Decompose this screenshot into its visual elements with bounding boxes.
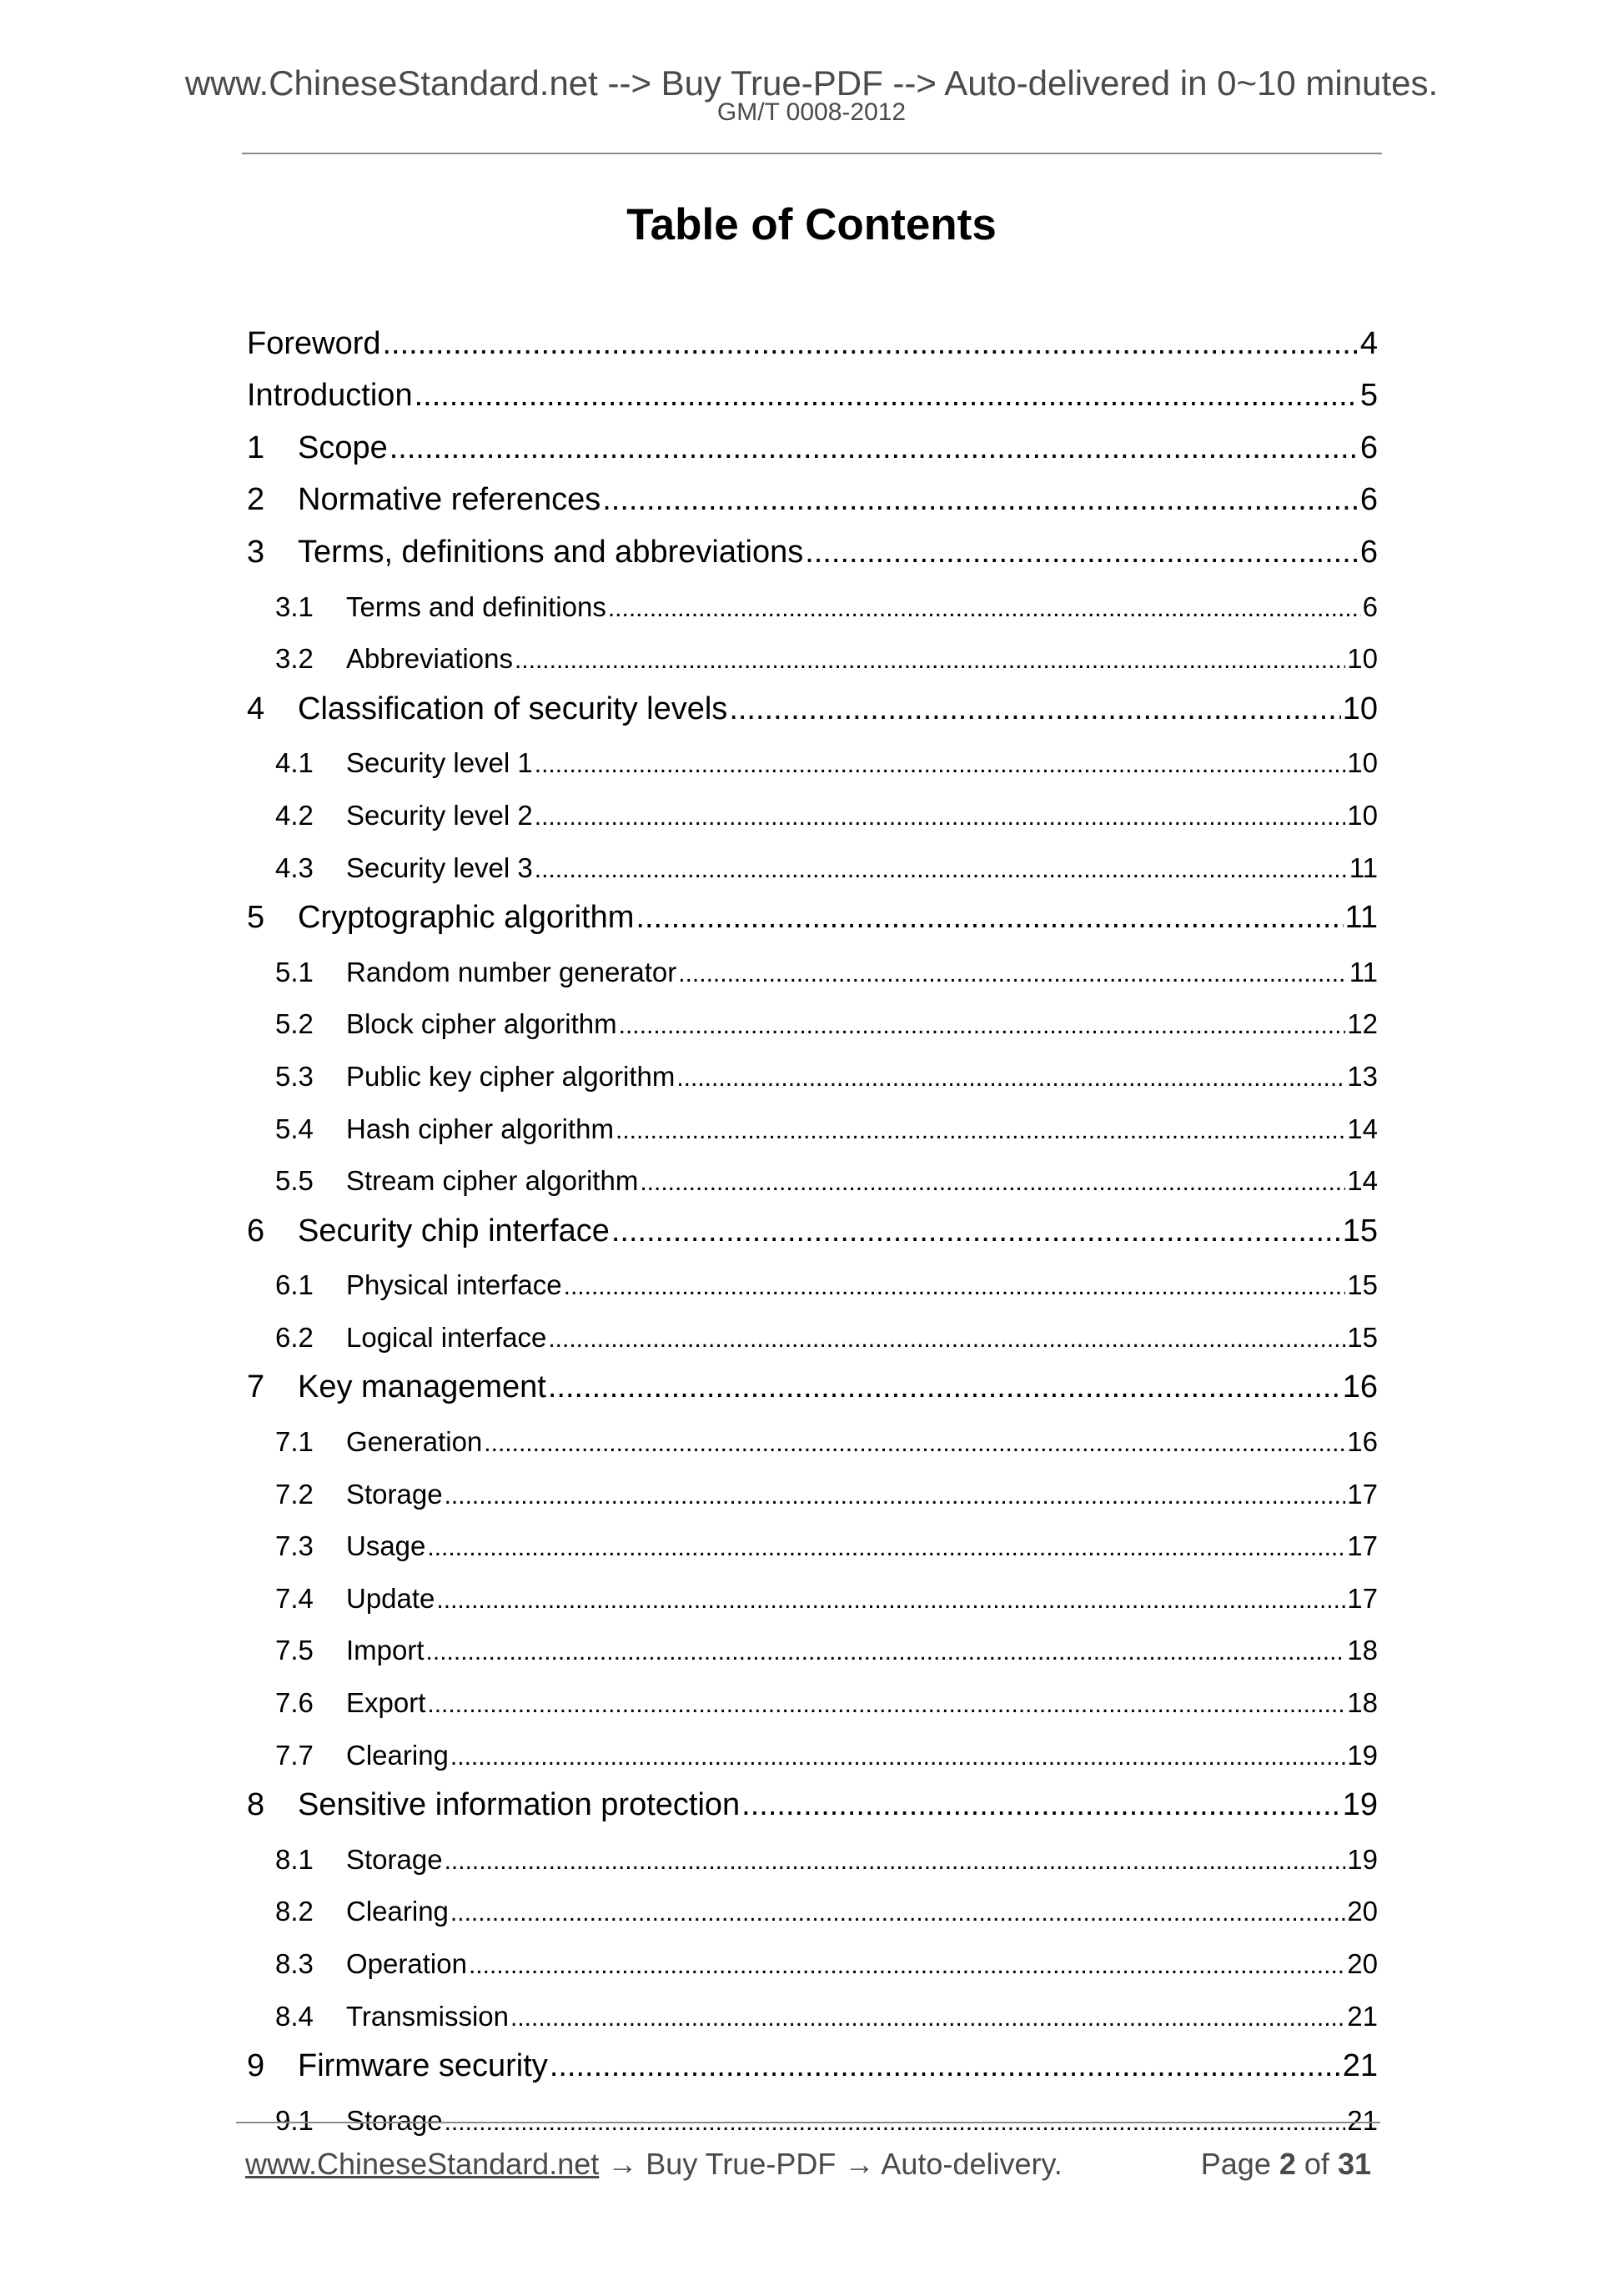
toc-entry-number: 7 <box>247 1369 265 1405</box>
toc-entry-page: 10 <box>1347 747 1378 779</box>
footer-buy-text: Buy True-PDF <box>646 2147 837 2181</box>
toc-entry[interactable] <box>247 477 1378 530</box>
toc-entry[interactable] <box>247 1260 1378 1313</box>
dot-leader <box>611 1213 1341 1249</box>
dot-leader <box>427 1687 1345 1719</box>
header-banner: www.ChineseStandard.net --> Buy True-PDF --> Auto-delivered in 0~10 minutes. <box>184 63 1439 103</box>
toc-entry[interactable] <box>247 1312 1378 1364</box>
toc-entry[interactable] <box>247 2043 1378 2096</box>
toc-entry-number: 9 <box>247 2048 265 2084</box>
page-current: 2 <box>1279 2147 1296 2181</box>
toc-entry-title: Update <box>346 1582 435 1614</box>
toc-entry-title: Storage <box>346 1478 443 1510</box>
document-id: GM/T 0008-2012 <box>716 98 907 126</box>
toc-entry[interactable] <box>247 529 1378 581</box>
toc-entry-page: 19 <box>1347 1843 1378 1875</box>
toc-entry-page: 6 <box>1359 430 1378 465</box>
arrow-right-icon: → <box>607 2147 638 2181</box>
toc-entry-page: 5 <box>1359 378 1378 414</box>
toc-entry[interactable] <box>247 634 1378 686</box>
toc-entry[interactable] <box>247 1887 1378 1939</box>
toc-entry-number: 4 <box>247 691 265 726</box>
toc-entry-number: 7.1 <box>275 1426 314 1458</box>
dot-leader <box>510 2001 1345 2032</box>
dot-leader <box>548 1369 1341 1405</box>
toc-entry-title: Logical interface <box>346 1321 547 1353</box>
dot-leader <box>445 1844 1346 1876</box>
toc-entry-number: 5.5 <box>275 1165 314 1197</box>
toc-entry[interactable] <box>247 425 1378 477</box>
toc-entry[interactable] <box>247 1625 1378 1678</box>
toc-entry-title: Security level 3 <box>346 852 533 883</box>
toc-entry-page: 15 <box>1342 1213 1378 1248</box>
toc-entry-title: Transmission <box>346 2000 509 2032</box>
dot-leader <box>678 957 1348 988</box>
toc-entry-number: 6.1 <box>275 1269 314 1301</box>
arrow-right-icon: → <box>844 2147 875 2181</box>
footer-delivery-text: Auto-delivery. <box>881 2147 1063 2181</box>
toc-entry-title: Abbreviations <box>346 643 513 675</box>
toc-entry-title: Normative references <box>298 482 601 518</box>
toc-entry-page: 14 <box>1347 1165 1378 1197</box>
toc-entry-page: 6 <box>1362 590 1378 622</box>
toc-entry[interactable] <box>247 842 1378 895</box>
dot-leader <box>741 1787 1341 1823</box>
toc-entry-number: 5 <box>247 900 265 936</box>
toc-entry-page: 10 <box>1342 691 1378 726</box>
toc-entry-number: 8.2 <box>275 1896 314 1927</box>
toc-entry-number: 7.2 <box>275 1478 314 1510</box>
dot-leader <box>535 800 1346 831</box>
page-total: 31 <box>1337 2147 1371 2181</box>
dot-leader <box>383 326 1359 362</box>
toc-entry-title: Sensitive information protection <box>298 1787 741 1823</box>
toc-entry-page: 10 <box>1347 643 1378 675</box>
toc-entry[interactable] <box>247 1677 1378 1730</box>
toc-entry-number: 7.3 <box>275 1530 314 1562</box>
toc-entry-page: 6 <box>1359 534 1378 570</box>
toc-entry[interactable] <box>247 947 1378 999</box>
toc-entry-number: 7.4 <box>275 1582 314 1614</box>
dot-leader <box>550 2048 1341 2084</box>
toc-entry-number: 4.1 <box>275 747 314 779</box>
footer-divider <box>236 2122 1380 2123</box>
dot-leader <box>450 1896 1345 1927</box>
toc-entry-title: Introduction <box>247 378 413 414</box>
toc-entry-page: 12 <box>1347 1008 1378 1040</box>
toc-entry-title: Physical interface <box>346 1269 562 1301</box>
toc-entry[interactable] <box>247 999 1378 1052</box>
page-title: Table of Contents <box>626 200 997 249</box>
header-divider <box>242 153 1382 154</box>
toc-entry-title: Firmware security <box>298 2048 548 2084</box>
toc-entry-title: Terms and definitions <box>346 590 606 622</box>
dot-leader <box>415 378 1359 414</box>
toc-entry[interactable] <box>247 581 1378 634</box>
toc-entry-page: 20 <box>1347 1948 1378 1979</box>
toc-entry-number: 5.3 <box>275 1060 314 1092</box>
toc-entry-page: 20 <box>1347 1896 1378 1927</box>
toc-entry-number: 8.4 <box>275 2000 314 2032</box>
dot-leader <box>636 900 1343 936</box>
toc-entry[interactable] <box>247 1521 1378 1574</box>
dot-leader <box>445 2105 1346 2137</box>
toc-entry-page: 11 <box>1349 852 1378 883</box>
toc-entry-number: 3.1 <box>275 590 314 622</box>
dot-leader <box>535 747 1346 779</box>
toc-entry-title: Scope <box>298 430 388 465</box>
toc-entry-page: 15 <box>1347 1321 1378 1353</box>
toc-entry[interactable] <box>247 1834 1378 1887</box>
toc-entry-page: 21 <box>1347 2000 1378 2032</box>
toc-entry-number: 8 <box>247 1787 265 1823</box>
dot-leader <box>426 1635 1346 1666</box>
toc-entry-page: 10 <box>1347 799 1378 831</box>
dot-leader <box>389 430 1359 466</box>
footer-left <box>245 2147 1063 2182</box>
toc-entry-title: Security chip interface <box>298 1213 610 1248</box>
table-of-contents <box>247 320 1378 2148</box>
toc-entry-title: Cryptographic algorithm <box>298 900 635 936</box>
toc-entry[interactable] <box>247 1156 1378 1208</box>
toc-entry[interactable] <box>247 1730 1378 1782</box>
toc-entry-title: Foreword <box>247 325 381 361</box>
dot-leader <box>805 535 1359 570</box>
page-prefix: Page <box>1200 2147 1271 2181</box>
footer-site-link[interactable]: www.ChineseStandard.net <box>245 2147 600 2181</box>
toc-entry-title: Security level 2 <box>346 799 533 831</box>
toc-entry-title: Generation <box>346 1426 483 1458</box>
toc-entry[interactable] <box>247 320 1378 373</box>
toc-entry-number: 2 <box>247 482 265 518</box>
toc-entry-page: 21 <box>1342 2048 1378 2084</box>
dot-leader <box>427 1530 1345 1562</box>
toc-entry-number: 4.3 <box>275 852 314 883</box>
toc-entry[interactable] <box>247 1416 1378 1469</box>
toc-entry-title: Block cipher algorithm <box>346 1008 617 1040</box>
dot-leader <box>676 1061 1345 1093</box>
toc-entry-title: Random number generator <box>346 956 677 987</box>
toc-entry-number: 7.5 <box>275 1635 314 1666</box>
page-of: of <box>1304 2147 1329 2181</box>
toc-entry-number: 1 <box>247 430 265 465</box>
toc-entry-title: Export <box>346 1687 426 1719</box>
toc-entry-number: 5.1 <box>275 956 314 987</box>
toc-entry[interactable] <box>247 373 1378 425</box>
dot-leader <box>564 1269 1346 1301</box>
toc-entry-page: 19 <box>1347 1739 1378 1771</box>
toc-entry[interactable] <box>247 1782 1378 1835</box>
toc-entry-number: 5.2 <box>275 1008 314 1040</box>
toc-entry[interactable] <box>247 1573 1378 1625</box>
toc-entry-title: Storage <box>346 1843 443 1875</box>
toc-entry-page: 17 <box>1347 1530 1378 1562</box>
toc-entry[interactable] <box>247 1103 1378 1156</box>
toc-entry-number: 6.2 <box>275 1321 314 1353</box>
toc-entry-page: 21 <box>1347 2104 1378 2136</box>
toc-entry-number: 4.2 <box>275 799 314 831</box>
toc-entry-title: Clearing <box>346 1896 449 1927</box>
dot-leader <box>535 852 1348 884</box>
toc-entry-number: 6 <box>247 1213 265 1248</box>
toc-entry-title: Storage <box>346 2104 443 2136</box>
dot-leader <box>616 1113 1345 1145</box>
toc-entry-page: 17 <box>1347 1582 1378 1614</box>
toc-entry-number: 8.3 <box>275 1948 314 1979</box>
toc-entry-number: 7.6 <box>275 1687 314 1719</box>
toc-entry-title: Classification of security levels <box>298 691 728 726</box>
dot-leader <box>445 1479 1346 1510</box>
toc-entry[interactable] <box>247 1051 1378 1103</box>
toc-entry-title: Import <box>346 1635 425 1666</box>
dot-leader <box>729 691 1340 727</box>
toc-entry[interactable] <box>247 686 1378 738</box>
dot-leader <box>640 1165 1345 1197</box>
dot-leader <box>436 1583 1345 1615</box>
toc-entry-number: 9.1 <box>275 2104 314 2136</box>
toc-entry-page: 16 <box>1347 1426 1378 1458</box>
toc-entry[interactable] <box>247 895 1378 947</box>
toc-entry-page: 16 <box>1342 1369 1378 1405</box>
toc-entry-page: 6 <box>1359 482 1378 518</box>
toc-entry-page: 18 <box>1347 1687 1378 1719</box>
dot-leader <box>484 1426 1345 1458</box>
toc-entry-title: Stream cipher algorithm <box>346 1165 639 1197</box>
toc-entry-number: 7.7 <box>275 1739 314 1771</box>
dot-leader <box>548 1322 1345 1354</box>
dot-leader <box>619 1008 1346 1040</box>
toc-entry-page: 19 <box>1342 1787 1378 1823</box>
toc-entry-title: Terms, definitions and abbreviations <box>298 534 804 570</box>
toc-entry-number: 3 <box>247 534 265 570</box>
toc-entry[interactable] <box>247 1364 1378 1417</box>
toc-entry-page: 15 <box>1347 1269 1378 1301</box>
footer <box>245 2147 1376 2182</box>
dot-leader <box>469 1948 1345 1980</box>
toc-entry-page: 13 <box>1347 1060 1378 1092</box>
toc-entry-title: Operation <box>346 1948 467 1979</box>
toc-entry-title: Key management <box>298 1369 546 1405</box>
toc-entry-title: Hash cipher algorithm <box>346 1113 614 1144</box>
toc-entry-title: Public key cipher algorithm <box>346 1060 676 1092</box>
toc-entry-page: 11 <box>1349 956 1378 987</box>
toc-entry[interactable] <box>247 1469 1378 1521</box>
toc-entry[interactable] <box>247 1991 1378 2043</box>
page-indicator <box>1201 2147 1371 2182</box>
toc-entry-title: Security level 1 <box>346 747 533 779</box>
toc-entry-page: 14 <box>1347 1113 1378 1144</box>
dot-leader <box>515 643 1345 675</box>
toc-entry-number: 5.4 <box>275 1113 314 1144</box>
toc-entry-page: 4 <box>1359 325 1378 361</box>
toc-entry-page: 18 <box>1347 1635 1378 1666</box>
toc-entry-number: 3.2 <box>275 643 314 675</box>
toc-entry-page: 17 <box>1347 1478 1378 1510</box>
dot-leader <box>608 591 1361 623</box>
toc-entry[interactable] <box>247 790 1378 842</box>
dot-leader <box>450 1740 1345 1771</box>
dot-leader <box>602 482 1359 518</box>
toc-entry-page: 11 <box>1344 900 1378 936</box>
toc-entry-title: Usage <box>346 1530 426 1562</box>
toc-entry[interactable] <box>247 1938 1378 1991</box>
toc-entry[interactable] <box>247 738 1378 791</box>
toc-entry[interactable] <box>247 1208 1378 1260</box>
toc-entry-number: 8.1 <box>275 1843 314 1875</box>
toc-entry-title: Clearing <box>346 1739 449 1771</box>
